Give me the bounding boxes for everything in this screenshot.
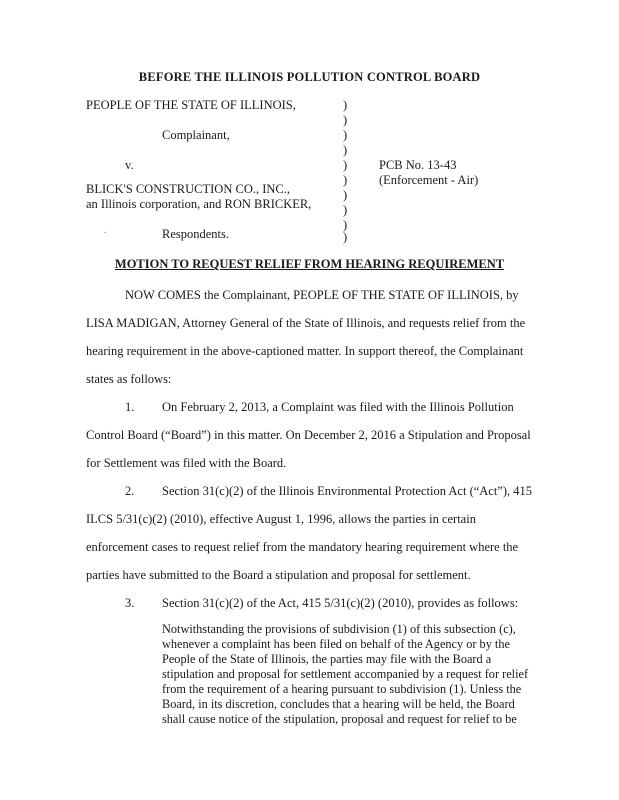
caption-paren: ) — [343, 158, 348, 172]
paragraph-line: enforcement cases to request relief from the mandatory hearing requirement where the — [86, 540, 519, 554]
caption-paren: ) — [343, 230, 348, 244]
complainant-party: PEOPLE OF THE STATE OF ILLINOIS, — [86, 98, 296, 112]
quote-line: Notwithstanding the provisions of subdivision (1) of this subsection (c), — [162, 622, 516, 636]
quote-line: from the requirement of a hearing pursuant to subdivision (1). Unless the — [162, 682, 522, 696]
board-heading: BEFORE THE ILLINOIS POLLUTION CONTROL BOARD — [138, 70, 481, 84]
motion-title: MOTION TO REQUEST RELIEF FROM HEARING REQUIREMENT — [114, 257, 505, 271]
quote-line: People of the State of Illinois, the parties may file with the Board a — [162, 652, 492, 666]
complainant-role: Complainant, — [162, 128, 230, 142]
case-number: PCB No. 13-43 — [379, 158, 457, 172]
paragraph-number: 2. — [125, 484, 135, 498]
case-type: (Enforcement - Air) — [379, 173, 479, 187]
versus-label: v. — [125, 158, 134, 172]
respondent-line-2: an Illinois corporation, and RON BRICKER, — [86, 197, 312, 211]
paragraph-line: parties have submitted to the Board a stipulation and proposal for settlement. — [86, 568, 471, 582]
caption-paren: ) — [343, 203, 348, 217]
caption-paren: ) — [343, 188, 348, 202]
quote-line: Board, in its discretion, concludes that a hearing will be held, the Board — [162, 697, 515, 711]
caption-paren: ) — [343, 113, 348, 127]
paragraph-number: 3. — [125, 596, 135, 610]
paragraph-line: for Settlement was filed with the Board. — [86, 456, 287, 470]
quote-line: shall cause notice of the stipulation, proposal and request for relief to be — [162, 712, 517, 726]
caption-paren: ) — [343, 218, 348, 232]
caption-paren: ) — [343, 128, 348, 142]
quote-line: whenever a complaint has been filed on behalf of the Agency or by the — [162, 637, 510, 651]
caption-paren: ) — [343, 143, 348, 157]
respondent-role: Respondents. — [162, 227, 230, 241]
caption-paren: ) — [343, 173, 348, 187]
paragraph-line: Control Board (“Board”) in this matter. On December 2, 2016 a Stipulation and Proposal — [86, 428, 531, 442]
quote-line: stipulation and proposal for settlement accompanied by a request for relief — [162, 667, 529, 681]
paragraph-line: Section 31(c)(2) of the Illinois Environmental Protection Act (“Act”), 415 — [162, 484, 533, 498]
intro-line: LISA MADIGAN, Attorney General of the State of Illinois, and requests relief from the — [86, 316, 526, 330]
intro-line: NOW COMES the Complainant, PEOPLE OF THE STATE OF ILLINOIS, by — [125, 288, 519, 302]
paragraph-number: 1. — [125, 400, 135, 414]
intro-line: states as follows: — [86, 372, 172, 386]
paragraph-line: On February 2, 2013, a Complaint was filed with the Illinois Pollution — [162, 400, 514, 414]
respondent-line-1: BLICK'S CONSTRUCTION CO., INC., — [86, 182, 291, 196]
paragraph-line: Section 31(c)(2) of the Act, 415 5/31(c)(2) (2010), provides as follows: — [162, 596, 519, 610]
intro-line: hearing requirement in the above-captioned matter. In support thereof, the Complainant — [86, 344, 524, 358]
paragraph-line: ILCS 5/31(c)(2) (2010), effective August 1, 1996, allows the parties in certain — [86, 512, 476, 526]
caption-paren: ) — [343, 98, 348, 112]
stray-mark: . — [104, 225, 107, 236]
